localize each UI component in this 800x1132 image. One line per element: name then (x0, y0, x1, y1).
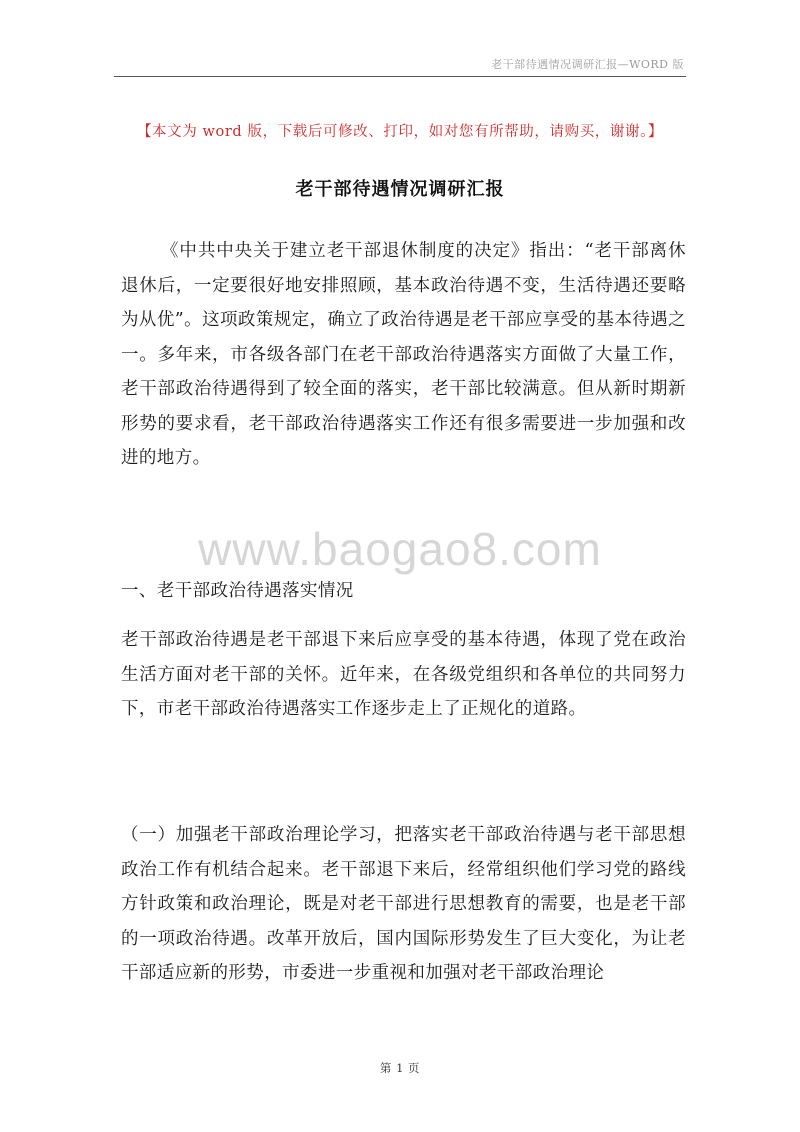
running-header: 老干部待遇情况调研汇报—WORD 版 (491, 58, 684, 71)
section-heading: 一、老干部政治待遇落实情况 (121, 581, 354, 601)
document-title: 老干部待遇情况调研汇报 (295, 179, 505, 200)
intro-paragraph: 《中共中央关于建立老干部退休制度的决定》指出：“老干部离休退休后，一定要很好地安排照顾，基本政治待遇不变，生活待遇还要略为从优”。这项政策规定，确立了政治待遇是老干部应享受的基本待遇之一。多年来，市各级各部门在老干部政治待遇落实方面做了大量工作，老干部政治待遇得到了较全面的落实，老干部比较满意。但从新时期新形势的要求看，老干部政治待遇落实工作还有很多需要进一步加强和改进的地方。 (121, 241, 686, 468)
section-body-paragraph: 老干部政治待遇是老干部退下来后应享受的基本待遇，体现了党在政治生活方面对老干部的关怀。近年来，在各级党组织和各单位的共同努力下，市老干部政治待遇落实工作逐步走上了正规化的道路。 (121, 630, 686, 719)
purchase-notice: 【本文为 word 版，下载后可修改、打印，如对您有所帮助，请购买，谢谢。】 (136, 124, 664, 140)
header-divider (114, 76, 686, 77)
watermark: www.baogao8.com (198, 523, 602, 575)
page-number: 第 1 页 (379, 1061, 421, 1075)
item-paragraph: （一）加强老干部政治理论学习，把落实老干部政治待遇与老干部思想政治工作有机结合起来。老干部退下来后，经常组织他们学习党的路线方针政策和政治理论，既是对老干部进行思想教育的需要，也是老干部的一项政治待遇。改革开放后，国内国际形势发生了巨大变化，为让老干部适应新的形势，市委进一步重视和加强对老干部政治理论 (121, 825, 686, 983)
